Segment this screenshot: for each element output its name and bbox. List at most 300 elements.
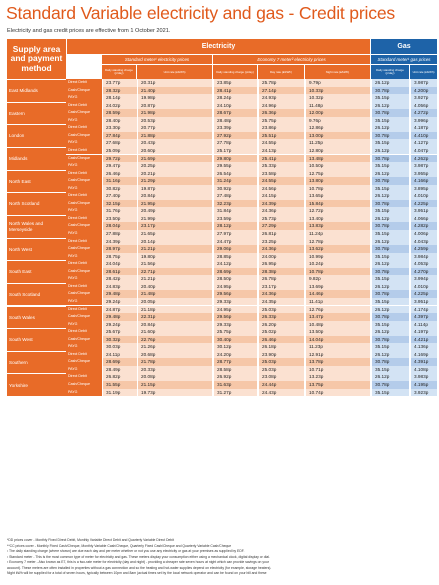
table-row [66,389,437,397]
price-cell: 29.80p [213,155,257,163]
table-row [66,155,437,163]
price-cell: 4.187p [410,124,437,132]
payment-method-label: PAYG [66,275,102,283]
e7-daily-charge-header: Daily standing charge (p/day) [213,65,257,79]
price-cell: 19.73p [137,389,212,397]
price-cell: 12.91p [305,351,370,359]
price-cell: 21.98p [137,109,212,117]
payment-method-label: PAYG [66,185,102,193]
price-cell: 3.987p [410,79,437,87]
price-cell: 28.41p [213,87,257,95]
payment-method-label: Cash/Cheque [66,132,102,140]
price-cell: 24.11p [102,351,137,359]
price-cell: 30.78p [371,200,409,208]
price-cell: 20.60p [137,147,212,155]
price-cell: 4.195p [410,381,437,389]
price-cell: 21.48p [137,290,212,298]
table-row [66,200,437,208]
price-cell: 22.76p [137,336,212,344]
payment-method-label: Cash/Cheque [66,290,102,298]
price-cell: 4.136p [410,343,437,351]
price-cell: 3.984p [410,253,437,261]
price-cell: 4.410p [410,132,437,140]
table-row [66,366,437,374]
gas-unit-rate-header: Unit rate (£/kWh) [410,65,437,79]
price-cell: 35.15p [371,230,409,238]
table-row [66,268,437,276]
price-cell: 35.15p [371,253,409,261]
price-cell: 30.78p [371,87,409,95]
payment-method-label: Direct Debit [66,260,102,268]
price-cell: 3.923p [410,389,437,397]
region-label: Eastern [7,102,66,125]
price-cell: 24.83p [102,283,137,291]
payment-method-label: Direct Debit [66,79,102,87]
price-cell: 4.197p [410,328,437,336]
price-cell: 24.20p [213,351,257,359]
payment-method-label: PAYG [66,321,102,329]
payment-method-label: PAYG [66,343,102,351]
price-cell: 25.02p [258,328,304,336]
table-row [66,230,437,238]
payment-method-label: Cash/Cheque [66,245,102,253]
price-cell: 21.26p [137,343,212,351]
price-cell: 29.33p [213,298,257,306]
price-cell: 27.88p [102,230,137,238]
table-row [66,358,437,366]
price-cell: 21.56p [137,260,212,268]
price-cell: 30.78p [371,109,409,117]
payment-method-label: Direct Debit [66,147,102,155]
price-cell: 20.05p [137,298,212,306]
price-cell: 3.951p [410,298,437,306]
price-cell: 25.09p [102,147,137,155]
price-cell: 20.21p [137,170,212,178]
price-cell: 26.36p [258,109,304,117]
price-cell: 12.72p [305,207,370,215]
price-cell: 23.17p [258,283,304,291]
price-cell: 4.010p [410,192,437,200]
price-cell: 26.78p [258,275,304,283]
price-cell: 28.14p [102,94,137,102]
table-row [66,177,437,185]
payment-method-label: PAYG [66,298,102,306]
price-cell: 31.76p [102,207,137,215]
price-cell: 4.056p [410,102,437,110]
price-cell: 3.927p [410,94,437,102]
table-row [66,328,437,336]
price-cell: 24.00p [258,253,304,261]
price-cell: 11.23p [305,343,370,351]
price-cell: 35.15p [371,321,409,329]
price-cell: 31.63p [213,381,257,389]
region-label: North Wales and Merseyside [7,215,66,238]
price-cell: 10.71p [305,366,370,374]
price-cell: 26.46p [258,336,304,344]
payment-method-label: Cash/Cheque [66,109,102,117]
table-row [66,321,437,329]
price-cell: 15.84p [305,200,370,208]
price-cell: 26.12p [371,283,409,291]
price-cell: 4.259p [410,245,437,253]
price-cell: 29.47p [102,162,137,170]
gas-header: Gas [371,39,437,54]
elec-daily-charge-header: Daily standing charge (p/day) [102,65,136,79]
table-row [66,373,437,381]
price-cell: 23.17p [137,222,212,230]
price-cell: 29.48p [102,313,137,321]
table-header [7,39,437,79]
price-cell: 25.73p [258,215,304,223]
payment-method-label: Cash/Cheque [66,358,102,366]
price-cell: 26.12p [371,102,409,110]
table-row [66,306,437,314]
price-cell: 28.32p [102,87,137,95]
price-cell: 30.40p [213,336,257,344]
price-cell: 20.84p [137,192,212,200]
price-cell: 20.33p [137,366,212,374]
price-cell: 25.75p [258,117,304,125]
price-cell: 30.78p [371,268,409,276]
payment-method-label: Cash/Cheque [66,313,102,321]
gas-daily-charge-header: Daily standing charge (p/day) [371,65,409,79]
payment-method-label: Direct Debit [66,238,102,246]
price-cell: 21.15p [137,381,212,389]
price-cell: 35.15p [371,343,409,351]
price-cell: 24.10p [213,102,257,110]
price-cell: 24.55p [258,139,304,147]
price-cell: 23.90p [258,351,304,359]
footnote-line: **CC prices cover - Monthly Fixed Cash/Cheque, Monthly Variable Cash/Cheque, Quarterly Fixed Cash/Cheque and Quarterly Variable Cash/Cheque [7,543,232,548]
price-cell: 10.48p [305,321,370,329]
price-cell: 24.87p [102,306,137,314]
price-cell: 29.48p [102,290,137,298]
price-cell: 27.84p [102,132,137,140]
price-cell: 10.50p [305,162,370,170]
payment-method-label: Cash/Cheque [66,155,102,163]
price-cell: 13.80p [305,177,370,185]
price-cell: 21.29p [137,177,212,185]
price-cell: 24.56p [258,185,304,193]
price-cell: 20.31p [137,79,212,87]
price-cell: 4.225p [410,290,437,298]
price-cell: 30.78p [371,132,409,140]
region-label: London [7,124,66,147]
price-cell: 20.08p [137,373,212,381]
price-cell: 29.24p [102,298,137,306]
price-cell: 29.72p [102,155,137,163]
price-cell: 30.78p [371,155,409,163]
region-label: North East [7,170,66,193]
price-cell: 22.31p [137,313,212,321]
table-body [7,79,437,532]
table-row [66,313,437,321]
price-cell: 31.84p [213,207,257,215]
price-cell: 24.44p [258,381,304,389]
price-cell: 26.92p [213,373,257,381]
price-cell: 25.03p [258,358,304,366]
price-cell: 27.29p [258,222,304,230]
price-cell: 25.41p [258,155,304,163]
elec-unit-rate-header: Unit rate (£/kWh) [137,65,212,79]
price-cell: 4.174p [410,306,437,314]
price-cell: 32.15p [102,200,137,208]
price-cell: 3.994p [410,275,437,283]
price-cell: 25.67p [102,328,137,336]
region-label: North West [7,238,66,261]
payment-method-label: PAYG [66,94,102,102]
price-cell: 35.15p [371,389,409,397]
price-cell: 26.12p [371,215,409,223]
price-cell: 23.86p [258,124,304,132]
price-cell: 23.58p [258,170,304,178]
footnote-line: Night kWh will be supplied for a total of seven hours, typically between 10pm and 8am (actual times set by the local network operator and can be found on your bill and these [7,571,267,575]
price-cell: 24.36p [258,207,304,215]
price-cell: 25.75p [213,328,257,336]
price-cell: 27.92p [213,132,257,140]
region-label: Yorkshire [7,373,66,396]
price-cell: 25.51p [258,132,304,140]
price-cell: 13.00p [305,132,370,140]
table-row [66,109,437,117]
price-cell: 4.262p [410,155,437,163]
page-title: Standard Variable electricity and gas - Credit prices [6,3,396,23]
price-cell: 4.272p [410,109,437,117]
table-row [66,253,437,261]
footnote-line: ¹ Standard meter - This is the most common type of meter for electricity and gas. These meters display your consumption either using a mechanical clock, digital display or dial. [7,554,270,559]
price-cell: 24.95p [213,283,257,291]
price-cell: 30.78p [371,245,409,253]
price-cell: 24.36p [258,245,304,253]
price-cell: 30.92p [213,185,257,193]
price-cell: 13.40p [305,215,370,223]
table-row [66,102,437,110]
price-cell: 28.97p [102,245,137,253]
price-cell: 4.010p [410,283,437,291]
price-cell: 28.38p [258,268,304,276]
price-cell: 35.15p [371,298,409,306]
price-cell: 12.86p [305,124,370,132]
price-cell: 13.69p [305,283,370,291]
price-cell: 4.043p [410,238,437,246]
price-cell: 35.15p [371,275,409,283]
price-cell: 24.43p [258,389,304,397]
table-row [66,351,437,359]
table-row [66,215,437,223]
payment-method-label: Cash/Cheque [66,177,102,185]
price-cell: 21.60p [137,328,212,336]
price-cell: 21.21p [137,245,212,253]
table-row [66,245,437,253]
price-cell: 20.87p [137,102,212,110]
price-cell: 26.54p [213,170,257,178]
payment-method-label: Direct Debit [66,306,102,314]
price-cell: 26.12p [371,79,409,87]
price-cell: 21.88p [137,132,212,140]
price-cell: 24.39p [102,238,137,246]
price-cell: 31.19p [102,389,137,397]
price-cell: 24.36p [258,290,304,298]
price-cell: 23.85p [213,79,257,87]
price-cell: 4.114p [410,321,437,329]
price-cell: 24.15p [258,192,304,200]
table-row [66,275,437,283]
price-cell: 21.99p [137,215,212,223]
payment-method-label: Cash/Cheque [66,200,102,208]
price-cell: 14.46p [305,290,370,298]
price-cell: 3.983p [410,373,437,381]
price-cell: 13.47p [305,313,370,321]
price-cell: 28.67p [213,109,257,117]
price-cell: 11.41p [305,298,370,306]
price-cell: 26.12p [371,170,409,178]
price-cell: 13.78p [305,358,370,366]
payment-method-label: Cash/Cheque [66,87,102,95]
price-cell: 12.80p [305,147,370,155]
table-row [66,298,437,306]
price-cell: 26.12p [371,373,409,381]
price-table [7,39,437,532]
price-cell: 21.40p [137,87,212,95]
price-cell: 23.25p [258,238,304,246]
price-cell: 9.76p [305,117,370,125]
region-label: East Midlands [7,79,66,102]
elec-standard-header: Standard meter¹ electricity prices [102,55,212,64]
price-cell: 35.15p [371,162,409,170]
price-cell: 25.03p [258,306,304,314]
price-cell: 26.12p [371,328,409,336]
price-cell: 27.40p [102,192,137,200]
region-label: South West [7,328,66,351]
price-cell: 4.397p [410,313,437,321]
payment-method-label: Direct Debit [66,170,102,178]
price-cell: 35.15p [371,185,409,193]
table-row [66,117,437,125]
price-cell: 30.78p [371,358,409,366]
table-row [66,147,437,155]
payment-method-label: PAYG [66,117,102,125]
price-cell: 26.12p [371,306,409,314]
price-cell: 11.25p [305,139,370,147]
price-cell: 3.951p [410,207,437,215]
price-cell: 28.42p [102,275,137,283]
price-cell: 28.12p [213,222,257,230]
price-cell: 29.24p [102,321,137,329]
payment-method-label: Cash/Cheque [66,336,102,344]
price-cell: 35.15p [371,139,409,147]
price-cell: 4.066p [410,215,437,223]
region-label: South Scotland [7,283,66,306]
price-cell: 28.50p [213,275,257,283]
payment-method-label: PAYG [66,253,102,261]
price-cell: 26.12p [371,124,409,132]
table-row [66,170,437,178]
region-label: Midlands [7,147,66,170]
price-cell: 28.61p [102,268,137,276]
price-cell: 28.24p [213,94,257,102]
price-cell: 12.75p [305,170,370,178]
price-cell: 9.82p [305,275,370,283]
price-cell: 4.225p [410,200,437,208]
price-cell: 10.99p [305,253,370,261]
price-cell: 4.421p [410,336,437,344]
price-cell: 31.24p [213,177,257,185]
price-cell: 23.39p [213,124,257,132]
table-row [66,260,437,268]
price-cell: 35.15p [371,207,409,215]
table-row [66,238,437,246]
price-cell: 28.85p [213,253,257,261]
price-cell: 20.40p [137,283,212,291]
table-row [66,343,437,351]
price-cell: 30.32p [102,336,137,344]
price-cell: 28.49p [102,366,137,374]
table-row [66,381,437,389]
payment-method-label: Direct Debit [66,373,102,381]
footnote-line: ² Economy 7 meter - Also known as E7, this is a two-rate meter for electricity (day and night) - providing a cheaper rate seven hours at night which can provide savings on your [7,560,269,564]
table-row [66,336,437,344]
price-cell: 25.03p [258,366,304,374]
payment-method-label: Direct Debit [66,283,102,291]
price-cell: 28.58p [213,366,257,374]
price-cell: 26.12p [371,351,409,359]
price-cell: 24.96p [258,102,304,110]
footnote-line: ¹ The daily standing charge (where shown) are due each day and per meter whether or not you use any electricity or gas at your premises as supplied by EDF. [7,549,245,553]
footnote-line: *DD prices cover - Monthly Fixed Direct Debit, Monthly Variable Direct Debit and Quarterly Variable Direct Debit [7,538,175,542]
price-cell: 25.33p [258,162,304,170]
price-cell: 27.48p [213,192,257,200]
price-cell: 3.987p [410,162,437,170]
price-cell: 20.68p [137,351,212,359]
price-cell: 20.49p [137,207,212,215]
price-cell: 24.02p [102,102,137,110]
price-cell: 21.69p [137,155,212,163]
price-cell: 24.39p [258,200,304,208]
price-cell: 13.65p [305,192,370,200]
price-cell: 30.78p [371,177,409,185]
price-cell: 10.24p [305,260,370,268]
price-cell: 23.30p [102,124,137,132]
price-cell: 23.77p [102,79,137,87]
price-cell: 27.68p [102,139,137,147]
price-cell: 4.108p [410,366,437,374]
price-cell: 4.169p [410,351,437,359]
page-subtitle: Electricity and gas credit prices are effective from 1 October 2021. [7,28,171,34]
price-cell: 12.76p [305,306,370,314]
price-cell: 13.83p [305,222,370,230]
price-cell: 21.21p [137,275,212,283]
price-cell: 11.48p [305,102,370,110]
payment-method-label: PAYG [66,207,102,215]
price-cell: 26.82p [102,373,137,381]
price-cell: 24.55p [258,177,304,185]
price-cell: 27.14p [258,87,304,95]
price-cell: 10.32p [305,94,370,102]
price-cell: 35.15p [371,366,409,374]
price-cell: 4.200p [410,87,437,95]
price-cell: 30.03p [102,343,137,351]
price-cell: 13.62p [305,245,370,253]
price-cell: 24.12p [213,260,257,268]
price-cell: 30.78p [371,222,409,230]
table-row [66,207,437,215]
price-cell: 31.16p [102,177,137,185]
price-cell: 11.24p [305,230,370,238]
price-cell: 4.006p [410,230,437,238]
price-cell: 21.95p [137,200,212,208]
price-cell: 26.81p [258,230,304,238]
table-row [66,87,437,95]
